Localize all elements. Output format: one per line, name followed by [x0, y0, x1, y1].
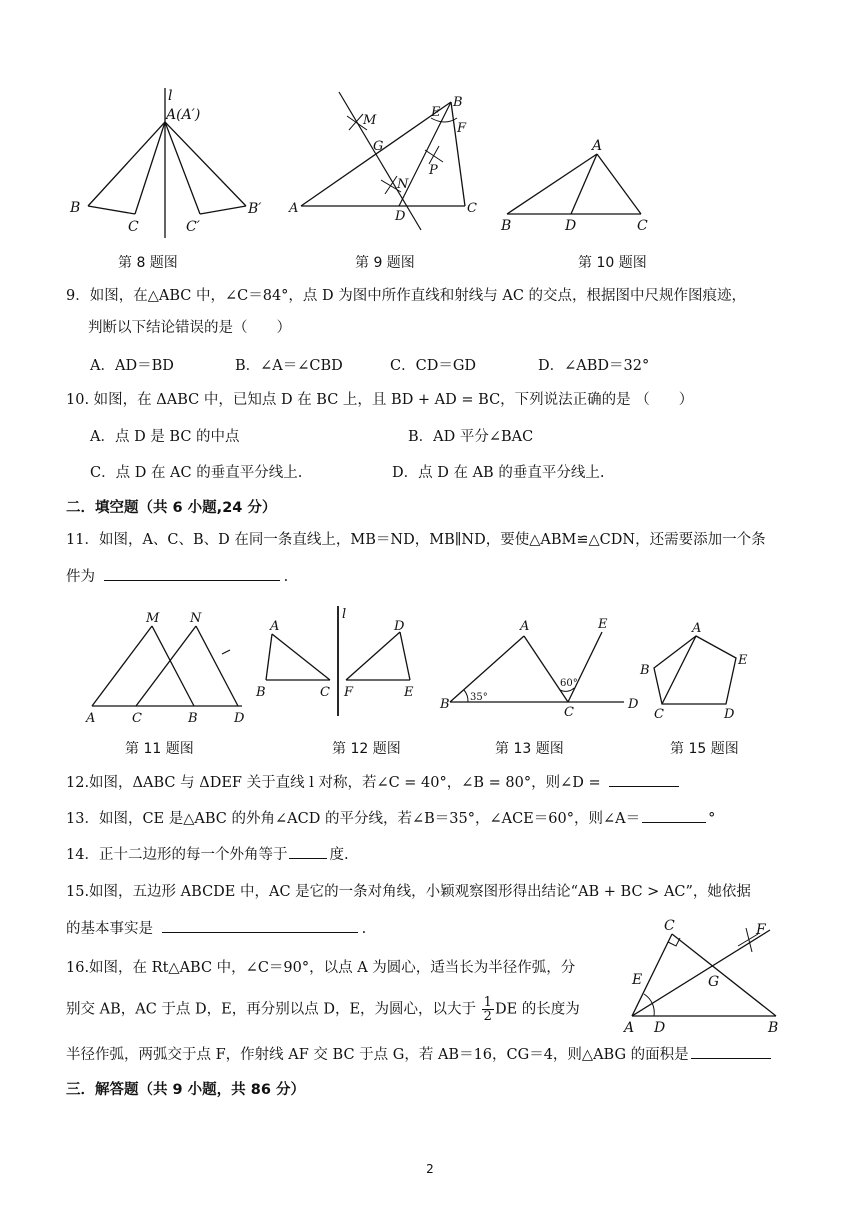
q16-stem-cont [66, 996, 580, 1023]
q12-answer-blank[interactable] [609, 772, 679, 787]
q9-option-b: B．∠A＝∠CBD [235, 358, 343, 374]
fig9-caption: 第 9 题图 [355, 255, 415, 271]
q9-stem: 9．如图，在△ABC 中，∠C＝84°，点 D 为图中所作直线和射线与 AC 的交点，根据图中尺规作图痕迹， [66, 288, 747, 304]
q11-stem-cont [66, 566, 288, 587]
figure-12-drawing [252, 604, 432, 719]
q16-line3: 半径作弧，两弧交于点 F，作射线 AF 交 BC 于点 G，若 AB＝16，CG＝4，则△ABG 的面积是 [66, 1047, 689, 1063]
fig15-label-b: B [640, 663, 650, 678]
fig16-label-g: G [708, 974, 720, 990]
fig16-label-b: B [768, 1020, 779, 1036]
fig15-label-d: D [724, 707, 735, 722]
figure-10 [495, 138, 665, 238]
q13-answer-blank[interactable] [642, 808, 706, 823]
figure-15 [636, 618, 756, 723]
fig13-label-b: B [440, 697, 450, 712]
fig13-angle-c: 60° [560, 678, 578, 689]
q13-unit: ° [708, 811, 716, 827]
fig8-label-c: C [128, 219, 139, 235]
figure-15-drawing [636, 618, 756, 723]
q9-stem-cont: 判断以下结论错误的是（ ） [88, 320, 291, 336]
q15-answer-blank[interactable] [162, 918, 358, 933]
fig8-label-apex: A(A′) [166, 107, 201, 123]
q11-post: . [283, 569, 289, 585]
q15-post: . [361, 921, 367, 937]
fig12-label-c: C [320, 685, 330, 700]
fig10-label-a: A [592, 138, 603, 154]
q14-answer-blank[interactable] [289, 844, 327, 859]
fig8-label-c2: C′ [186, 219, 200, 235]
q14-pre: 14．正十二边形的每一个外角等于 [66, 847, 288, 863]
figure-11-drawing [80, 610, 255, 725]
fig15-label-a: A [692, 621, 702, 636]
fig13-caption: 第 13 题图 [495, 741, 564, 757]
section-2-heading: 二．填空题（共 6 小题,24 分） [66, 500, 277, 516]
fig9-label-a: A [289, 201, 299, 216]
figure-11 [80, 610, 255, 725]
fig8-label-b: B [70, 200, 81, 216]
fig11-label-b: B [188, 711, 198, 726]
figure-13-drawing [436, 616, 646, 721]
fig9-label-b: B [453, 95, 463, 110]
q10-option-a: A．点 D 是 BC 的中点 [90, 429, 240, 445]
figure-8 [60, 88, 280, 248]
fig11-caption: 第 11 题图 [125, 741, 194, 757]
q10-stem: 10. 如图，在 ΔABC 中，已知点 D 在 BC 上，且 BD + AD = BC，下列说法正确的是 （ ） [66, 392, 694, 408]
figure-9-drawing [285, 88, 495, 238]
fig15-label-c: C [654, 707, 664, 722]
figure-12 [252, 604, 432, 719]
fig15-label-e: E [738, 653, 748, 668]
q15-pre: 的基本事实是 [66, 921, 153, 937]
fig11-label-c: C [132, 711, 142, 726]
q16-fraction [482, 996, 494, 1023]
fig10-label-b: B [501, 218, 512, 234]
q14-post: 度. [329, 847, 349, 863]
fig9-label-e: E [431, 105, 441, 120]
section-3-heading: 三．解答题（共 9 小题，共 86 分） [66, 1082, 305, 1098]
fig9-label-d: D [395, 209, 406, 224]
page-number: 2 [426, 1162, 434, 1176]
fig8-label-b2: B′ [248, 201, 262, 217]
fig16-label-d: D [654, 1020, 666, 1036]
q16-answer-blank[interactable] [691, 1044, 771, 1059]
fig12-label-d: D [394, 619, 405, 634]
q12-text: 12.如图，ΔABC 与 ΔDEF 关于直线 l 对称，若∠C = 40°，∠B = 80°，则∠D = [66, 775, 601, 791]
fig9-label-f: F [457, 121, 467, 136]
q9-option-c: C．CD＝GD [390, 358, 477, 374]
q10-option-c: C．点 D 在 AC 的垂直平分线上. [90, 465, 303, 481]
q12-stem [66, 772, 679, 793]
q11-answer-blank[interactable] [104, 566, 280, 581]
fig12-caption: 第 12 题图 [332, 741, 401, 757]
fig11-label-m: M [146, 611, 160, 626]
fig12-label-l: l [342, 607, 347, 622]
fig13-label-e: E [598, 617, 608, 632]
figure-16 [620, 912, 800, 1037]
q11-stem: 11．如图，A、C、B、D 在同一条直线上，MB＝ND，MB∥ND，要使△ABM≌△CDN，还需要添加一个条 [66, 532, 766, 548]
fig12-label-a: A [270, 619, 280, 634]
q16-frac-num: 1 [483, 995, 492, 1010]
fig10-caption: 第 10 题图 [578, 255, 647, 271]
q16-frac-den: 2 [483, 1009, 492, 1024]
q9-option-d: D．∠ABD＝32° [538, 358, 650, 374]
q13-stem [66, 808, 715, 829]
fig12-label-f: F [344, 685, 354, 700]
fig16-label-a: A [624, 1020, 635, 1036]
fig12-label-b: B [256, 685, 266, 700]
fig13-label-a: A [520, 619, 530, 634]
fig12-label-e: E [404, 685, 414, 700]
figure-8-drawing [60, 88, 280, 248]
figure-10-drawing [495, 138, 665, 238]
q11-pre: 件为 [66, 569, 95, 585]
fig13-angle-b: 35° [470, 692, 488, 703]
fig8-caption: 第 8 题图 [118, 255, 178, 271]
figure-9 [285, 88, 495, 238]
fig10-label-d: D [565, 218, 577, 234]
fig9-label-p: P [429, 163, 438, 178]
fig13-label-d: D [628, 697, 639, 712]
figure-16-drawing [620, 912, 800, 1037]
fig9-label-m: M [363, 113, 377, 128]
fig8-label-l: l [168, 88, 173, 104]
fig9-label-c: C [467, 201, 477, 216]
q13-text: 13．如图，CE 是△ABC 的外角∠ACD 的平分线，若∠B＝35°，∠ACE＝60°，则∠A＝ [66, 811, 641, 827]
q15-stem: 15.如图，五边形 ABCDE 中，AC 是它的一条对角线，小颖观察图形得出结论“AB + BC > AC”，她依据 [66, 884, 751, 900]
q9-option-a: A．AD＝BD [90, 358, 174, 374]
q15-stem-cont [66, 918, 366, 939]
q16-stem: 16.如图，在 Rt△ABC 中，∠C＝90°，以点 A 为圆心，适当长为半径作弧，分 [66, 960, 576, 976]
figure-13 [436, 616, 646, 721]
q16-post: DE 的长度为 [494, 1001, 580, 1018]
fig16-label-f: F [756, 922, 766, 938]
q16-pre: 别交 AB，AC 于点 D，E，再分别以点 D，E，为圆心，以大于 [66, 1001, 477, 1018]
fig9-label-g: G [373, 139, 384, 154]
fig10-label-c: C [637, 218, 648, 234]
fig9-label-n: N [397, 177, 409, 192]
fig16-label-e: E [632, 972, 643, 988]
q16-stem-cont-2 [66, 1044, 771, 1065]
fig13-label-c: C [564, 705, 574, 720]
fig16-label-c: C [664, 918, 675, 934]
q10-option-b: B．AD 平分∠BAC [408, 429, 534, 445]
q14-stem [66, 844, 349, 865]
q10-option-d: D．点 D 在 AB 的垂直平分线上. [392, 465, 605, 481]
fig11-label-a: A [86, 711, 96, 726]
fig11-label-d: D [234, 711, 245, 726]
fig11-label-n: N [190, 611, 202, 626]
fig15-caption: 第 15 题图 [670, 741, 739, 757]
